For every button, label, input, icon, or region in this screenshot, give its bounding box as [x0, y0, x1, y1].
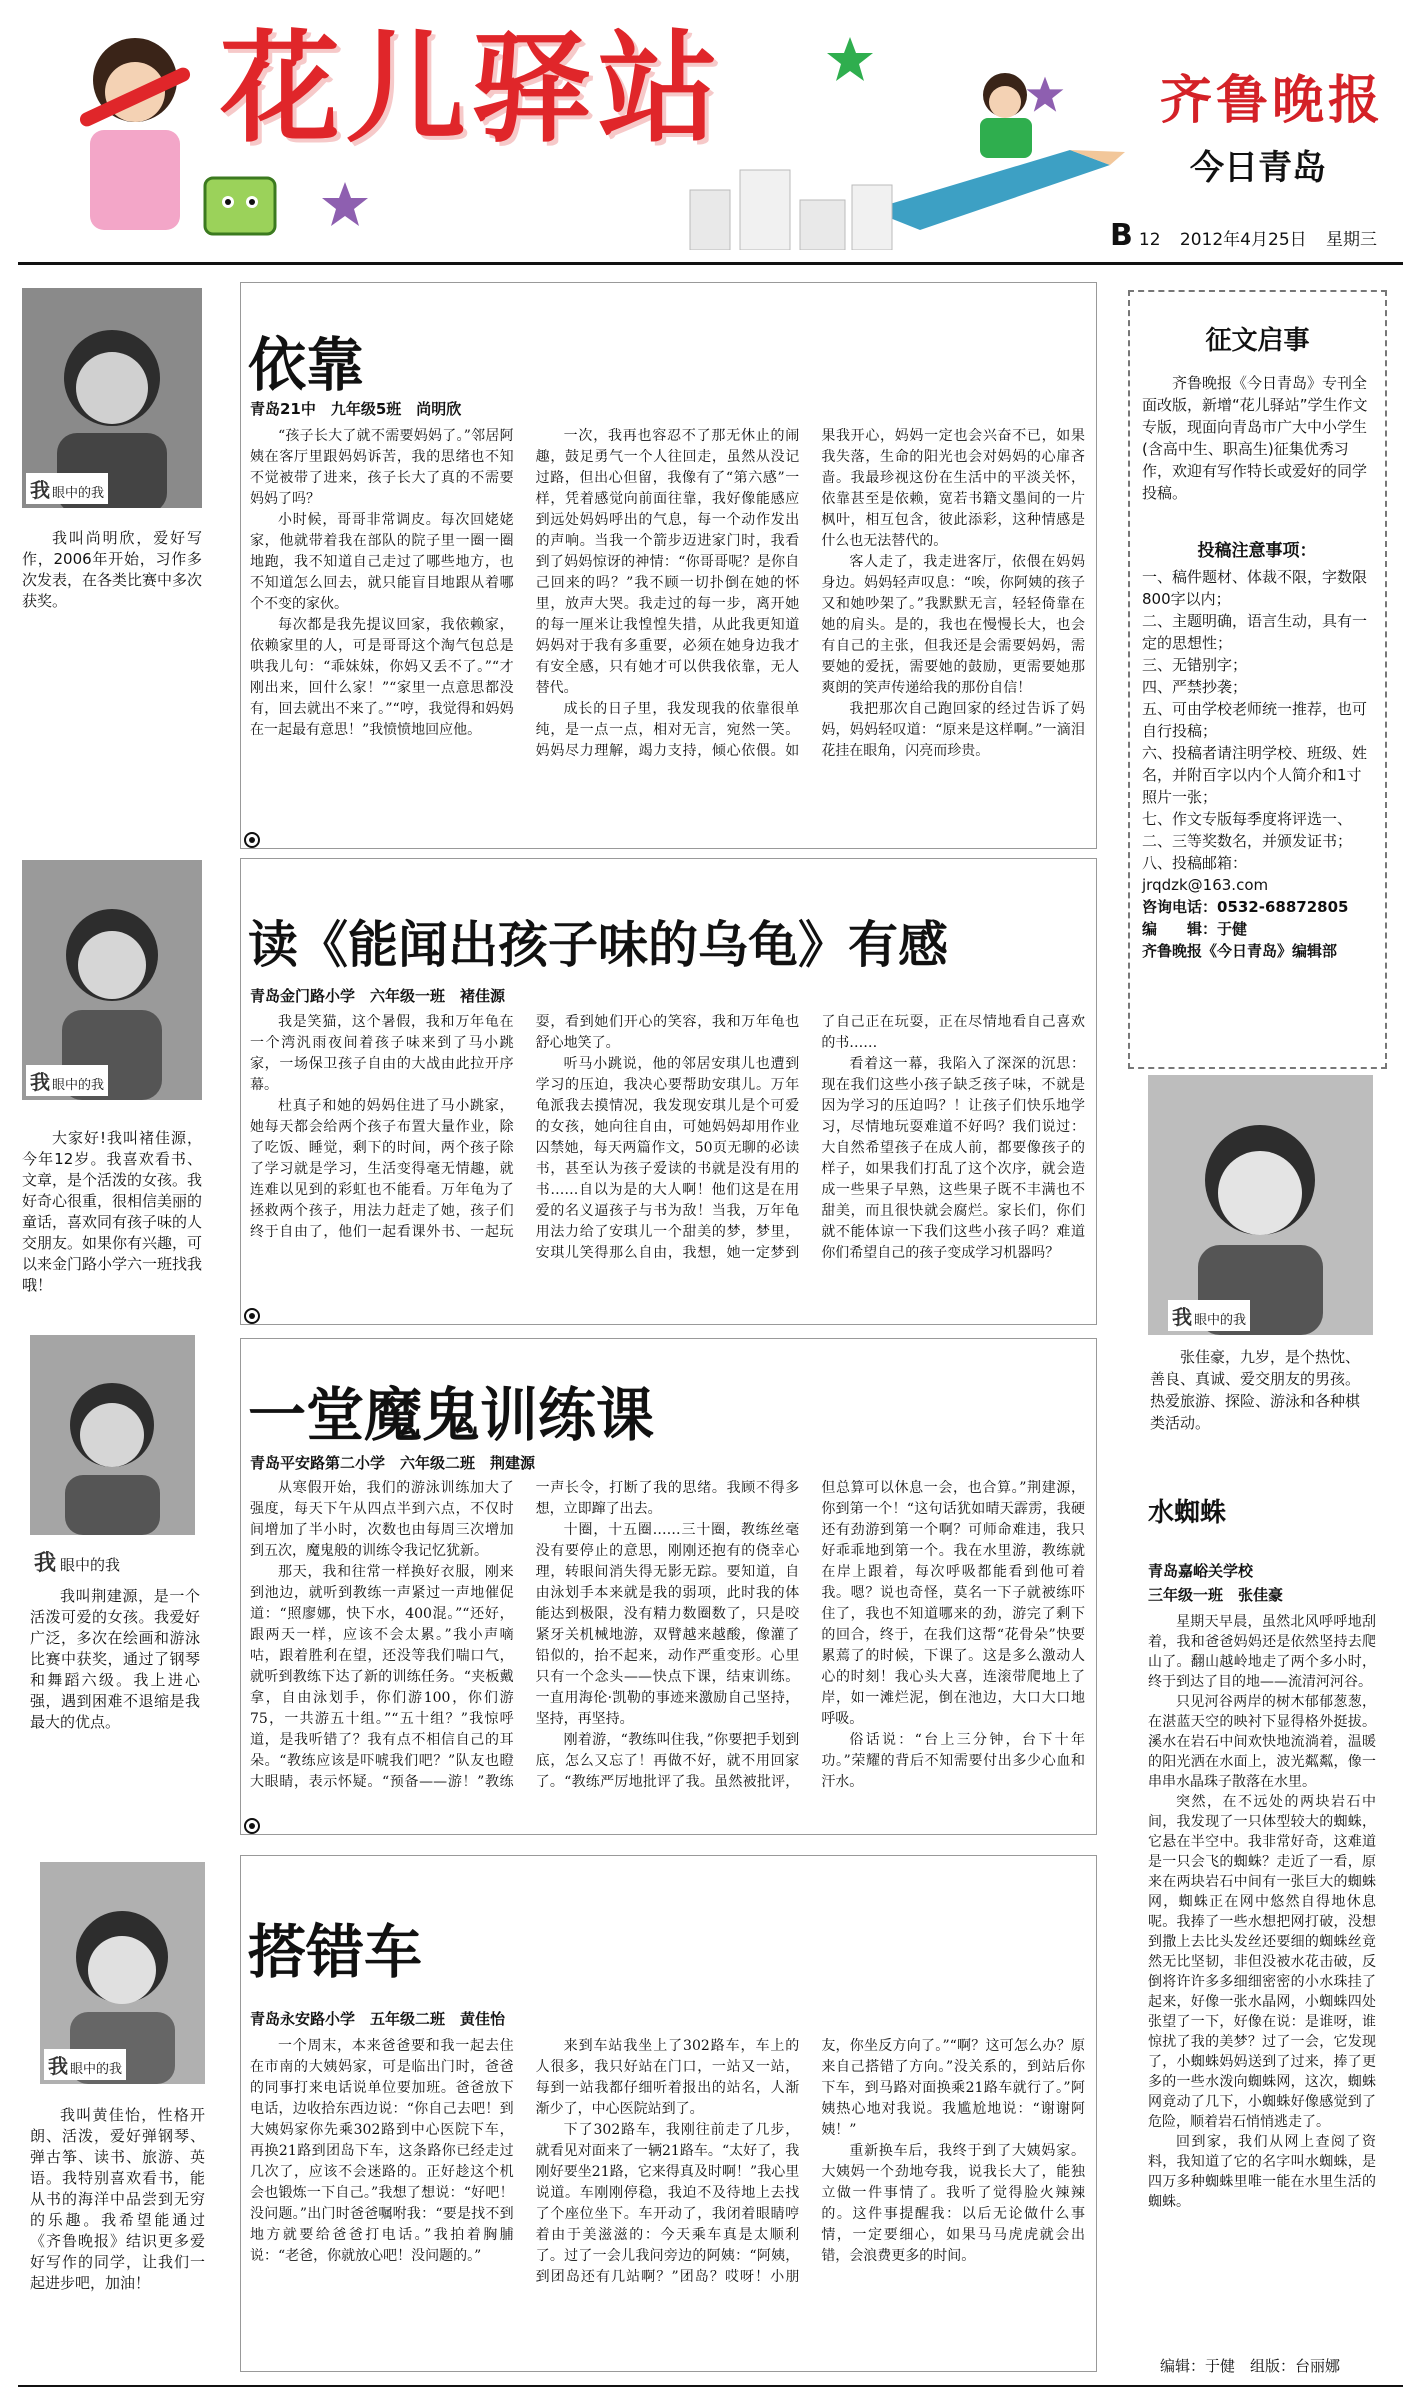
article-body: 从寒假开始，我们的游泳训练加大了强度，每天下午从四点半到六点，不仅时间增加了半小时，次数也由每周三次增加到五次，魔鬼般的训练令我记忆犹新。 那天，我和往常一样换好衣服，刚来到池边，就听到教练一声紧过一声地催促道：“照廖娜，快下水，400混。”“还好，跟两天一样，应该不会太累。”我小声嘀咕，跟着胜利在望，还没等我们喘口气，就听到教练下达了新的训练任务。“夹板戴拿，自由泳划手，你们游100，你们游75，一共游五十组。”“五十组？”我惊呼道，是我听错了？我有点不相信自己的耳朵。“教练应该是吓唬我们吧？”队友也瞪大眼睛，表示怀疑。“预备——游！”教练一声长令，打断了我的思绪。我顾不得多想，立即蹿了出去。 十圈，十五圈……三十圈，教练丝毫没有要停止的意思，刚刚还抱有的侥幸心理，转眼间消失得无影无踪。要知道，自由泳划手本来就是我的弱项，此时我的体能达到极限，没有精力数圈数了，只是咬紧牙关机械地游，双臂越来越酸，像灌了铅似的，抬不起来，动作严重变形。心里只有一个念头——快点下课，结束训练。一直用海伦·凯勒的事迹来激励自己坚持，坚持，再坚持。 刚着游，“教练叫住我，”你要把手划到底，怎么又忘了！再做不好，就不用回家了。“教练严厉地批评了我。虽然被批评，但总算可以休息一会，也合算。”荆建源，你到第一个！“这句话犹如晴天霹雳，我硬还有劲游到第一个啊？可师命难违，我只好乖乖地到第一个。我在水里游，教练就在岸上跟着，每次呼吸都能看到他可着我。嗯？说也奇怪，莫名一下子就被练吓住了，我也不知道哪来的劲，游完了剩下的回合，终于，在我们这帮“花骨朵”快要累蔫了的时候，下课了。这是多么激动人心的时刻！我心头大喜，连滚带爬地上了岸，如一滩烂泥，倒在池边，大口大口地呼吸。 俗话说：“台上三分钟，台下十年功。”荣耀的背后不知需要付出多少心血和汗水。	[250, 1480, 1085, 1790]
photo-caption: 我 眼中的我	[34, 1551, 121, 1576]
footer-rule	[18, 2385, 1403, 2387]
rules-title: 投稿注意事项：	[1197, 541, 1317, 561]
page-letter: B	[1110, 218, 1133, 253]
notice-intro: 齐鲁晚报《今日青岛》专刊全面改版，新增“花儿驿站”学生作文专版，现面向青岛市广大中小学生(含高中生、职高生)征集优秀习作，欢迎有写作特长或爱好的同学投稿。	[1142, 374, 1368, 502]
boy-on-pencil-illustration	[860, 40, 1130, 240]
author-photo	[22, 860, 202, 1100]
photo-caption: 我眼中的我	[26, 1065, 108, 1096]
notice-title: 征文启事	[1205, 326, 1310, 356]
article-body: 我是笑猫，这个暑假，我和万年龟在一个湾汎雨夜间着孩子味来到了马小跳家，一场保卫孩子自由的大战由此拉开序幕。 杜真子和她的妈妈住进了马小跳家，她每天都会给两个孩子布置大量作业，除了吃饭、睡觉，剩下的时间，两个孩子除了学习就是学习，生活变得毫无情趣，就连难以见到的彩虹也不能看。万年龟为了拯救两个孩子，用法力赶走了她，孩子们终于自由了，他们一起看课外书、一起玩耍，看到她们开心的笑容，我和万年龟也舒心地笑了。 听马小跳说，他的邻居安琪儿也遭到学习的压迫，我决心要帮助安琪儿。万年龟派我去摸情况，我发现安琪儿是个可爱的女孩，她向往自由，可她妈妈却用作业囚禁她，每天两篇作文，50页无聊的必读书，甚至认为孩子爱读的书就是没有用的书……自以为是的大人啊！他们这是在用爱的名义逼孩子与书为敌！当我，万年龟用法力给了安琪儿一个甜美的梦，梦里，安琪儿笑得那么自由，我想，她一定梦到了自己正在玩耍，正在尽情地看自己喜欢的书…… 看着这一幕，我陷入了深深的沉思：现在我们这些小孩子缺乏孩子味，不就是因为学习的压迫吗？！让孩子们快乐地学习，尽情地玩耍难道不好吗？我们说过：大自然希望孩子在成人前，都要像孩子的样子，如果我们打乱了这个次序，就会造成一些果子早熟，这些果子既不丰满也不甜美，而且很快就会腐烂。家长们，你们就不能体谅一下我们这些小孩子吗？难道你们希望自己的孩子变成学习机器吗？	[250, 1014, 1085, 1261]
rule-item: 四、严禁抄袭；	[1142, 678, 1248, 696]
article-title: 一堂魔鬼训练课	[248, 1381, 655, 1449]
column-title: 花儿驿站	[220, 20, 724, 159]
end-mark-icon	[244, 832, 260, 848]
photo-caption: 我眼中的我	[1168, 1300, 1250, 1331]
poem-title: 水蜘蛛	[1148, 1498, 1227, 1528]
article-byline: 青岛平安路第二小学 六年级二班 荆建源	[250, 1454, 536, 1472]
buildings-illustration	[680, 160, 900, 250]
author-bio: 大家好!我叫褚佳源，今年12岁。我喜欢看书、文章，是个活泼的女孩。我好奇心很重，很相信美丽的童话，喜欢同有孩子味的人交朋友。如果你有兴趣，可以来金门路小学六一班找我哦！	[22, 1129, 203, 1294]
author-bio: 我叫尚明欣，爱好写作，2006年开始，习作多次发表，在各类比赛中多次获奖。	[22, 529, 203, 610]
portrait-image	[30, 1335, 195, 1535]
author-photo	[1148, 1075, 1373, 1335]
star-icon	[320, 180, 370, 230]
poem-school: 青岛嘉峪关学校	[1148, 1562, 1254, 1580]
article-title: 搭错车	[248, 1918, 423, 1986]
editor-line: 编 辑：于健	[1142, 920, 1248, 938]
footer-editors: 编辑：于健 组版：台丽娜	[1160, 2357, 1341, 2375]
phone-line: 咨询电话：0532-68872805	[1142, 898, 1349, 916]
child-bio: 张佳豪，九岁，是个热忱、善良、真诚、爱交朋友的男孩。热爱旅游、探险、游泳和各种棋类活动。	[1150, 1348, 1361, 1432]
article-title: 依靠	[248, 331, 365, 399]
masthead-rule	[18, 262, 1403, 265]
rule-item: 八、投稿邮箱：jrqdzk@163.com	[1142, 854, 1269, 894]
photo-caption: 我眼中的我	[44, 2049, 126, 2080]
page-info	[1110, 218, 1377, 253]
article-byline: 青岛金门路小学 六年级一班 褚佳源	[250, 987, 506, 1005]
article-title: 读《能闻出孩子味的乌龟》有感	[248, 916, 948, 974]
rule-item: 七、作文专版每季度将评选一、二、三等奖数名，并颁发证书；	[1142, 810, 1353, 850]
rules-list	[1142, 566, 1372, 962]
edition-name: 今日青岛	[1190, 148, 1326, 188]
book-mascot-icon	[200, 170, 280, 240]
page-number: 12	[1138, 230, 1161, 250]
rule-item: 三、无错别字；	[1142, 656, 1248, 674]
poem-class: 三年级一班 张佳豪	[1148, 1586, 1284, 1604]
issue-weekday: 星期三	[1326, 230, 1378, 250]
poem-body: 星期天早晨，虽然北风呼呼地刮着，我和爸爸妈妈还是依然坚持去爬山了。翻山越岭地走了两个多小时，终于到达了目的地——流清河河谷。 只见河谷两岸的树木郁郁葱葱，在湛蓝天空的映衬下显得格外挺拔。溪水在岩石中间欢快地流淌着，温暖的阳光洒在水面上，波光粼粼，像一串串水晶珠子散落在水里。 突然，在不远处的两块岩石中间，我发现了一只体型较大的蜘蛛，它悬在半空中。我非常好奇，这难道是一只会飞的蜘蛛？走近了一看，原来在两块岩石中间有一张巨大的蜘蛛网，蜘蛛正在网中悠然自得地休息呢。我捧了一些水想把网打破，没想到撒上去比头发丝还要细的蜘蛛丝竟然无比坚韧，非但没被水花击破，反倒将许许多多细细密密的小水珠挂了起来，好像一张水晶网，小蜘蛛四处张望了一下，好像在说：是谁呀，谁惊扰了我的美梦？过了一会，它发现了，小蜘蛛妈妈送到了过来，捧了更多的一些水泼向蜘蛛网，这次，蜘蛛网竟动了几下，小蜘蛛好像感觉到了危险，顺着岩石悄悄逃走了。 回到家，我们从网上查阅了资料，我知道了它的名字叫水蜘蛛，是四万多种蜘蛛里唯一能在水里生活的蜘蛛。	[1148, 1614, 1376, 2210]
article-byline: 青岛永安路小学 五年级二班 黄佳怡	[250, 2010, 506, 2028]
rule-item: 六、投稿者请注明学校、班级、姓名，并附百字以内个人简介和1寸照片一张；	[1142, 744, 1368, 806]
article-body: 一个周末，本来爸爸要和我一起去住在市南的大姨妈家，可是临出门时，爸爸的同事打来电话说单位要加班。爸爸放下电话，边收拾东西边说：“你自己去吧！到大姨妈家你先乘302路到中心医院下车，再换21路到团岛下车，这条路你已经走过几次了，应该不会迷路的。正好趁这个机会也锻炼一下自己。”我想了想说：“好吧！没问题。”出门时爸爸嘱咐我：“要是找不到地方就要给爸爸打电话。”我拍着胸脯说：“老爸，你就放心吧！没问题的。” 来到车站我坐上了302路车，车上的人很多，我只好站在门口，一站又一站，每到一站我都仔细听着报出的站名，人渐渐少了，中心医院站到了。 下了302路车，我刚往前走了几步，就看见对面来了一辆21路车。“太好了，我刚好要坐21路，它来得真及时啊！”我心里说道。车刚刚停稳，我迫不及待地上去找了个座位坐下。车开动了，我闭着眼睛哼着由于美滋滋的：今天乘车真是太顺利了。过了一会儿我问旁边的阿姨：“阿姨，到团岛还有几站啊？”团岛？哎呀！小朋友，你坐反方向了。”“啊？这可怎么办？原来自己搭错了方向。”没关系的，到站后你下车，到马路对面换乘21路车就行了。”阿姨热心地对我说。我尴尬地说：“谢谢阿姨！” 重新换车后，我终于到了大姨妈家。大姨妈一个劲地夸我，说我长大了，能独立做一件事情了。我听了觉得脸火辣辣的。这件事提醒我：以后无论做什么事情，一定要细心，如果马马虎虎就会出错，会浪费更多的时间。	[250, 2038, 1085, 2285]
author-photo	[22, 288, 202, 508]
issue-date: 2012年4月25日	[1179, 230, 1307, 250]
masthead	[0, 0, 1417, 265]
rule-item: 五、可由学校老师统一推荐，也可自行投稿；	[1142, 700, 1368, 740]
author-photo	[30, 1335, 195, 1535]
end-mark-icon	[244, 1818, 260, 1834]
rule-item: 一、稿件题材、体裁不限，字数限800字以内；	[1142, 568, 1368, 608]
photo-caption: 我眼中的我	[26, 473, 108, 504]
author-photo	[40, 1862, 205, 2084]
girl-illustration	[60, 20, 210, 240]
author-bio: 我叫荆建源，是一个活泼可爱的女孩。我爱好广泛，多次在绘画和游泳比赛中获奖，通过了钢琴和舞蹈六级。我上进心强，遇到困难不退缩是我最大的优点。	[30, 1587, 200, 1731]
portrait-image	[22, 860, 202, 1100]
end-mark-icon	[244, 1308, 260, 1324]
article-byline: 青岛21中 九年级5班 尚明欣	[250, 400, 462, 418]
portrait-image	[1148, 1075, 1373, 1335]
editorial-dept: 齐鲁晚报《今日青岛》编辑部	[1142, 942, 1338, 960]
author-bio: 我叫黄佳怡，性格开朗、活泼，爱好弹钢琴、弹古筝、读书、旅游、英语。我特别喜欢看书，能从书的海洋中品尝到无穷的乐趣。我希望能通过《齐鲁晚报》结识更多爱好写作的同学，让我们一起进步吧，加油！	[30, 2106, 205, 2292]
newspaper-brand: 齐鲁晚报	[1160, 70, 1385, 131]
rule-item: 二、主题明确，语言生动，具有一定的思想性；	[1142, 612, 1368, 652]
article-body: “孩子长大了就不需要妈妈了。”邻居阿姨在客厅里跟妈妈诉苦，我的思绪也不知不觉被带了进来，孩子长大了真的不需要妈妈了吗？ 小时候，哥哥非常调皮。每次回姥姥家，他就带着我在部队的院子里一圈一圈地跑，我不知道自己走过了哪些地方，也不知道怎么回去，就只能盲目地跟从着哪个不变的家伙。 每次都是我先提议回家，我依赖家，依赖家里的人，可是哥哥这个淘气包总是哄我儿句：“乖妹妹，你妈又丢不了。”“才刚出来，回什么家！”“家里一点意思都没有，回去就出不来了。”“哼，我觉得和妈妈在一起最有意思！”我愤愤地回应他。 一次，我再也容忍不了那无休止的闹趣，鼓足勇气一个人往回走，虽然从没记过路，但出心但留，我像有了“第六感”一样，凭着感觉向前面往靠，我好像能感应到远处妈妈呼出的气息，每一个动作发出的声响。当我一个箭步迈进家门时，我看到了妈妈惊讶的神情：“你哥哥呢？是你自己回来的吗？”我不顾一切扑倒在她的怀里，放声大哭。我走过的每一步，离开她的每一厘米让我惶惶失措，从此我更知道妈妈对于我有多重要，必须在她身边我才有安全感，只有她才可以供我依靠，无人替代。 成长的日子里，我发现我的依靠很单纯，是一点一点，相对无言，宛然一笑。妈妈尽力理解，竭力支持，倾心依偎。如果我开心，妈妈一定也会兴奋不已，如果我失落，生命的阳光也会对妈妈的心扉吝啬。我最珍视这份在生活中的平淡关怀，依靠甚至是依赖，宽若书籍文墨间的一片枫叶，相互包含，彼此添彩，这种情感是什么也无法替代的。 客人走了，我走进客厅，依偎在妈妈身边。妈妈轻声叹息：“唉，你阿姨的孩子又和她吵架了。”我默默无言，轻轻倚靠在她的肩头。是的，我也在慢慢长大，也会有自己的主张，但我还是会需要妈妈，需要她的爱抚，需要她的鼓励，更需要她那爽朗的笑声传递给我的那份自信！ 我把那次自己跑回家的经过告诉了妈妈，妈妈轻叹道：“原来是这样啊。”一滴泪花挂在眼角，闪亮而珍贵。	[250, 428, 1085, 759]
